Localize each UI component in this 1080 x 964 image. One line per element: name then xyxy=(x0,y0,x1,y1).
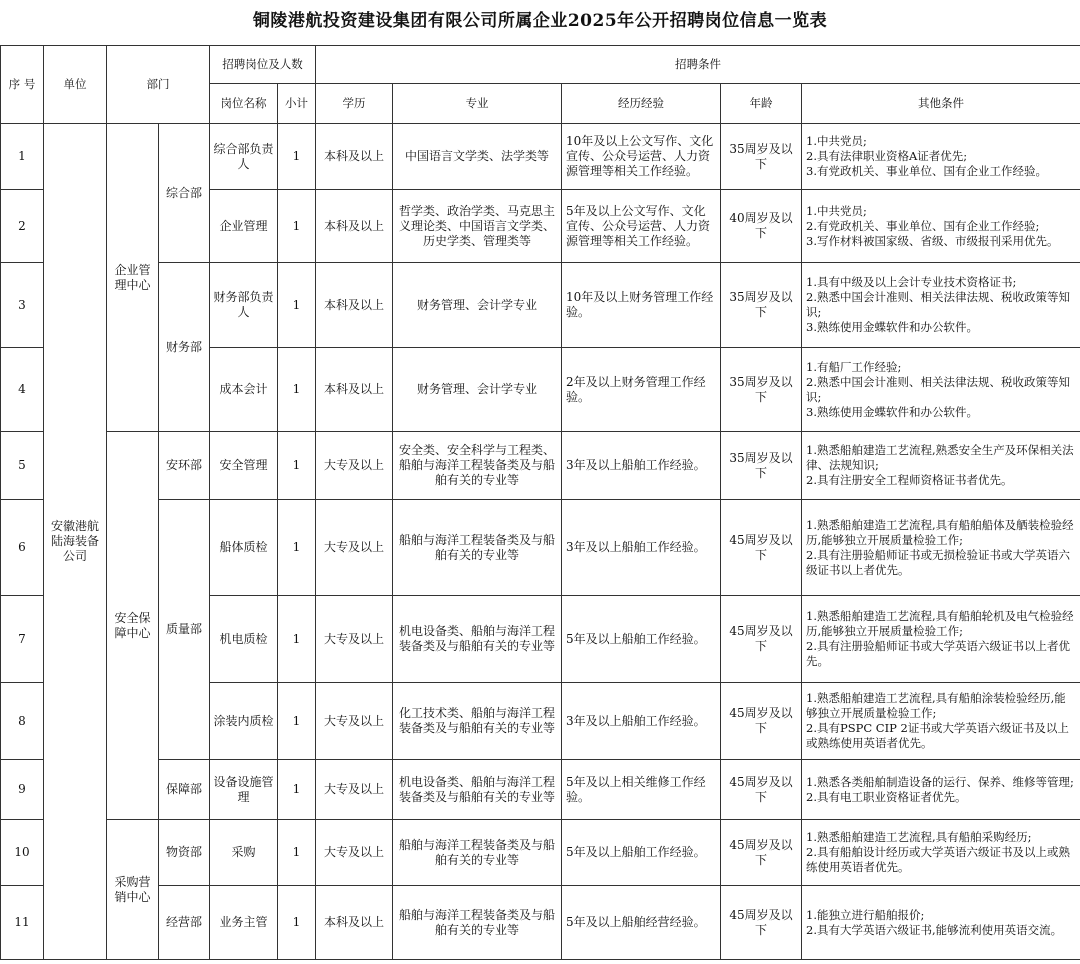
cell-other xyxy=(802,500,1080,596)
cell-seq: 8 xyxy=(1,683,44,760)
cell-department: 经营部 xyxy=(159,886,210,960)
header-experience: 经历经验 xyxy=(562,84,721,124)
cell-other xyxy=(802,596,1080,683)
cell-major: 船舶与海洋工程装备类及与船舶有关的专业等 xyxy=(393,820,562,886)
other-condition-line: 2.具有大学英语六级证书,能够流利使用英语交流。 xyxy=(806,922,1063,937)
cell-count: 1 xyxy=(278,348,316,432)
cell-age: 45周岁及以下 xyxy=(721,886,802,960)
cell-education: 本科及以上 xyxy=(316,124,393,190)
other-condition-line: 1.熟悉船舶建造工艺流程,具有船舶轮机及电气检验经历,能够独立开展质量检验工作; xyxy=(806,609,1074,638)
cell-major: 财务管理、会计学专业 xyxy=(393,263,562,348)
cell-experience: 5年及以上船舶工作经验。 xyxy=(562,820,721,886)
cell-other xyxy=(802,263,1080,348)
cell-other xyxy=(802,348,1080,432)
cell-age: 45周岁及以下 xyxy=(721,596,802,683)
cell-other xyxy=(802,124,1080,190)
other-condition-line: 1.熟悉船舶建造工艺流程,具有船舶船体及舾装检验经历,能够独立开展质量检验工作; xyxy=(806,517,1074,547)
cell-experience: 3年及以上船舶工作经验。 xyxy=(562,683,721,760)
other-condition-line: 1.中共党员; xyxy=(806,203,867,218)
cell-seq: 9 xyxy=(1,760,44,820)
cell-age: 40周岁及以下 xyxy=(721,190,802,263)
header-age: 年龄 xyxy=(721,84,802,124)
other-condition-line: 2.有党政机关、事业单位、国有企业工作经验; xyxy=(806,218,1040,233)
cell-education: 大专及以上 xyxy=(316,596,393,683)
header-seq: 序 号 xyxy=(1,46,44,124)
cell-major: 化工技术类、船舶与海洋工程装备类及与船舶有关的专业等 xyxy=(393,683,562,760)
cell-education: 本科及以上 xyxy=(316,886,393,960)
cell-unit: 安徽港航陆海装备公司 xyxy=(44,124,107,960)
header-row-1 xyxy=(1,46,1080,84)
cell-post: 综合部负责人 xyxy=(210,124,278,190)
cell-major: 船舶与海洋工程装备类及与船舶有关的专业等 xyxy=(393,886,562,960)
other-condition-line: 1.熟悉船舶建造工艺流程,具有船舶采购经历; xyxy=(806,830,1032,844)
other-condition-line: 2.具有注册验船师证书或大学英语六级证书以上者优先。 xyxy=(806,639,1070,668)
table-row xyxy=(1,760,1080,820)
header-dept: 部门 xyxy=(107,46,210,124)
table-row xyxy=(1,263,1080,348)
table-row xyxy=(1,820,1080,886)
other-condition-line: 3.有党政机关、事业单位、国有企业工作经验。 xyxy=(806,164,1047,178)
cell-post: 成本会计 xyxy=(210,348,278,432)
cell-experience: 3年及以上船舶工作经验。 xyxy=(562,432,721,500)
cell-experience: 10年及以上财务管理工作经验。 xyxy=(562,263,721,348)
cell-count: 1 xyxy=(278,500,316,596)
other-condition-line: 3.熟练使用金蝶软件和办公软件。 xyxy=(806,404,978,419)
other-condition-line: 2.具有法律职业资格A证者优先; xyxy=(806,149,968,163)
other-condition-line: 3.写作材料被国家级、省级、市级报刊采用优先。 xyxy=(806,233,1059,248)
cell-post: 采购 xyxy=(210,820,278,886)
cell-post: 企业管理 xyxy=(210,190,278,263)
cell-experience: 3年及以上船舶工作经验。 xyxy=(562,500,721,596)
cell-age: 45周岁及以下 xyxy=(721,683,802,760)
cell-education: 大专及以上 xyxy=(316,432,393,500)
cell-department: 物资部 xyxy=(159,820,210,886)
cell-count: 1 xyxy=(278,432,316,500)
other-condition-line: 1.熟悉各类船舶制造设备的运行、保养、维修等管理; xyxy=(806,774,1074,789)
cell-department: 财务部 xyxy=(159,263,210,432)
cell-count: 1 xyxy=(278,263,316,348)
cell-other xyxy=(802,683,1080,760)
header-count: 小计 xyxy=(278,84,316,124)
cell-other xyxy=(802,760,1080,820)
cell-education: 大专及以上 xyxy=(316,683,393,760)
document-title: 铜陵港航投资建设集团有限公司所属企业2025年公开招聘岗位信息一览表 xyxy=(252,11,828,31)
cell-education: 本科及以上 xyxy=(316,348,393,432)
cell-department: 安环部 xyxy=(159,432,210,500)
cell-seq: 6 xyxy=(1,500,44,596)
header-unit: 单位 xyxy=(44,46,107,124)
header-other: 其他条件 xyxy=(802,84,1080,124)
table-row xyxy=(1,124,1080,190)
cell-major: 中国语言文学类、法学类等 xyxy=(393,124,562,190)
cell-major: 哲学类、政治学类、马克思主义理论类、中国语言文学类、历史学类、管理类等 xyxy=(393,190,562,263)
cell-seq: 7 xyxy=(1,596,44,683)
header-education: 学历 xyxy=(316,84,393,124)
cell-seq: 2 xyxy=(1,190,44,263)
cell-age: 35周岁及以下 xyxy=(721,432,802,500)
table-row xyxy=(1,432,1080,500)
cell-major: 安全类、安全科学与工程类、船舶与海洋工程装备类及与船舶有关的专业等 xyxy=(393,432,562,500)
other-condition-line: 2.具有船舶设计经历或大学英语六级证书及以上或熟练使用英语者优先。 xyxy=(806,845,1070,874)
cell-other xyxy=(802,432,1080,500)
cell-education: 大专及以上 xyxy=(316,500,393,596)
cell-seq: 4 xyxy=(1,348,44,432)
cell-count: 1 xyxy=(278,683,316,760)
other-condition-line: 1.中共党员; xyxy=(806,134,867,148)
cell-education: 本科及以上 xyxy=(316,263,393,348)
cell-post: 机电质检 xyxy=(210,596,278,683)
other-condition-line: 2.熟悉中国会计准则、相关法律法规、税收政策等知识; xyxy=(806,290,1070,319)
other-condition-line: 2.具有注册安全工程师资格证书者优先。 xyxy=(806,473,1013,487)
other-condition-line: 1.能独立进行船舶报价; xyxy=(806,907,925,922)
cell-post: 业务主管 xyxy=(210,886,278,960)
cell-experience: 10年及以上公文写作、文化宣传、公众号运营、人力资源管理等相关工作经验。 xyxy=(562,124,721,190)
cell-department: 保障部 xyxy=(159,760,210,820)
cell-age: 35周岁及以下 xyxy=(721,348,802,432)
cell-center: 采购营销中心 xyxy=(107,820,159,960)
cell-count: 1 xyxy=(278,760,316,820)
cell-seq: 5 xyxy=(1,432,44,500)
cell-major: 船舶与海洋工程装备类及与船舶有关的专业等 xyxy=(393,500,562,596)
other-condition-line: 3.熟练使用金蝶软件和办公软件。 xyxy=(806,320,978,334)
header-posts-group: 招聘岗位及人数 xyxy=(210,46,316,84)
cell-experience: 5年及以上船舶工作经验。 xyxy=(562,596,721,683)
cell-age: 45周岁及以下 xyxy=(721,760,802,820)
cell-experience: 5年及以上公文写作、文化宣传、公众号运营、人力资源管理等相关工作经验。 xyxy=(562,190,721,263)
other-condition-line: 2.熟悉中国会计准则、相关法律法规、税收政策等知识; xyxy=(806,374,1070,404)
cell-count: 1 xyxy=(278,596,316,683)
recruitment-table xyxy=(0,45,1080,960)
cell-experience: 2年及以上财务管理工作经验。 xyxy=(562,348,721,432)
table-row xyxy=(1,500,1080,596)
cell-post: 设备设施管理 xyxy=(210,760,278,820)
cell-education: 大专及以上 xyxy=(316,760,393,820)
cell-department: 质量部 xyxy=(159,500,210,760)
other-condition-line: 1.具有中级及以上会计专业技术资格证书; xyxy=(806,275,1017,289)
cell-count: 1 xyxy=(278,886,316,960)
other-condition-line: 2.具有注册验船师证书或无损检验证书或大学英语六级证书以上者优先。 xyxy=(806,547,1070,577)
cell-seq: 11 xyxy=(1,886,44,960)
cell-major: 财务管理、会计学专业 xyxy=(393,348,562,432)
cell-other xyxy=(802,820,1080,886)
cell-count: 1 xyxy=(278,124,316,190)
other-condition-line: 2.具有电工职业资格证者优先。 xyxy=(806,789,967,804)
cell-post: 船体质检 xyxy=(210,500,278,596)
cell-age: 35周岁及以下 xyxy=(721,263,802,348)
cell-seq: 10 xyxy=(1,820,44,886)
cell-post: 安全管理 xyxy=(210,432,278,500)
cell-major: 机电设备类、船舶与海洋工程装备类及与船舶有关的专业等 xyxy=(393,760,562,820)
cell-other xyxy=(802,190,1080,263)
other-condition-line: 1.熟悉船舶建造工艺流程,具有船舶涂装检验经历,能够独立开展质量检验工作; xyxy=(806,691,1066,720)
other-condition-line: 1.熟悉船舶建造工艺流程,熟悉安全生产及环保相关法律、法规知识; xyxy=(806,443,1074,472)
cell-experience: 5年及以上相关维修工作经验。 xyxy=(562,760,721,820)
cell-post: 涂装内质检 xyxy=(210,683,278,760)
cell-seq: 3 xyxy=(1,263,44,348)
header-post-name: 岗位名称 xyxy=(210,84,278,124)
cell-education: 大专及以上 xyxy=(316,820,393,886)
header-conditions-group: 招聘条件 xyxy=(316,46,1080,84)
cell-center: 企业管理中心 xyxy=(107,124,159,432)
header-major: 专业 xyxy=(393,84,562,124)
cell-age: 45周岁及以下 xyxy=(721,500,802,596)
cell-age: 35周岁及以下 xyxy=(721,124,802,190)
cell-count: 1 xyxy=(278,190,316,263)
cell-center: 安全保障中心 xyxy=(107,432,159,820)
cell-seq: 1 xyxy=(1,124,44,190)
other-condition-line: 2.具有PSPC CIP 2证书或大学英语六级证书及以上或熟练使用英语者优先。 xyxy=(806,721,1069,750)
cell-education: 本科及以上 xyxy=(316,190,393,263)
cell-age: 45周岁及以下 xyxy=(721,820,802,886)
cell-post: 财务部负责人 xyxy=(210,263,278,348)
cell-department: 综合部 xyxy=(159,124,210,263)
other-condition-line: 1.有船厂工作经验; xyxy=(806,359,902,374)
table-row xyxy=(1,886,1080,960)
cell-experience: 5年及以上船舶经营经验。 xyxy=(562,886,721,960)
cell-other xyxy=(802,886,1080,960)
cell-major: 机电设备类、船舶与海洋工程装备类及与船舶有关的专业等 xyxy=(393,596,562,683)
cell-count: 1 xyxy=(278,820,316,886)
